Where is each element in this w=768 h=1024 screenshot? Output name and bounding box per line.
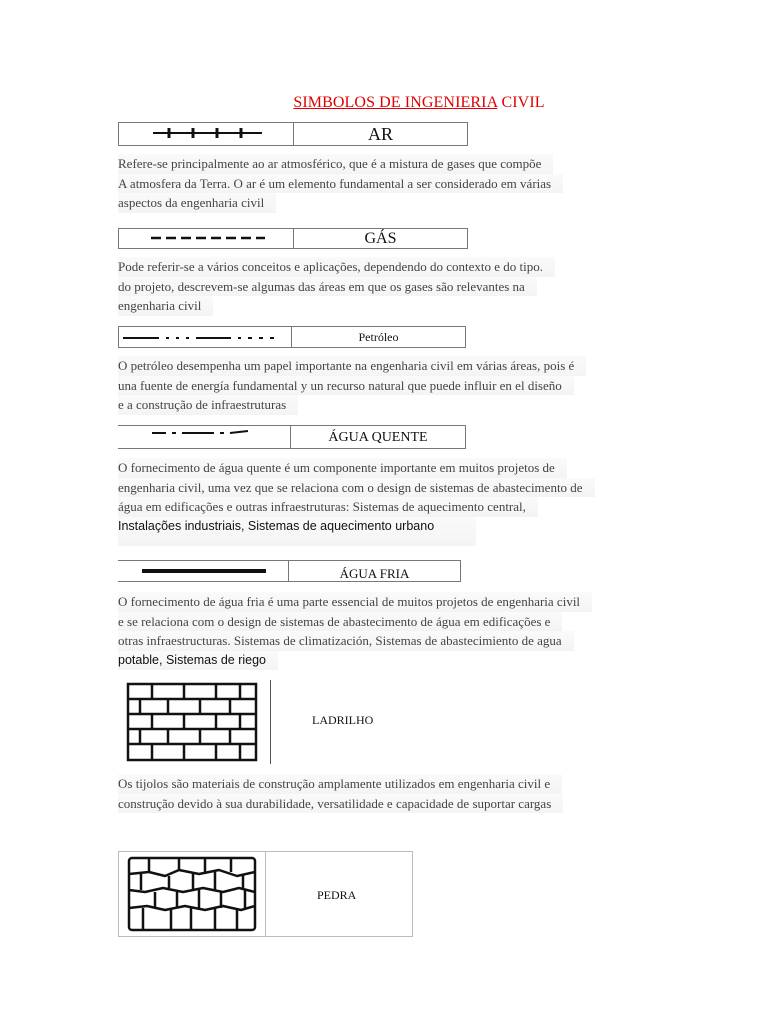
text-line: O fornecimento de água fria é uma parte essencial de muitos projetos de engenharia civil [118,592,592,612]
paragraph-gas [118,257,555,316]
dashed-line-icon [119,229,293,249]
symbol-divider [265,852,266,936]
text-line: do projeto, descrevem-se algumas das áreas em que os gases são relevantes na [118,277,537,297]
paragraph-ar [118,154,563,213]
symbol-box-pedra [118,851,413,937]
paragraph-petroleo [118,356,586,415]
text-line: potable, Sistemas de riego [118,651,278,671]
text-line: O fornecimento de água quente é um componente importante em muitos projetos de [118,458,567,478]
text-line: aspectos da engenharia civil [118,193,276,213]
line-with-ticks-icon [119,123,293,145]
symbol-label-gas: GÁS [364,229,397,247]
paragraph-ladrilho [118,774,563,813]
long-dash-short-dash-line-icon [118,426,290,448]
text-line: e se relaciona com o design de sistemas de abastecimento de água em edificações e [118,612,562,632]
symbol-box-gas [118,228,468,249]
text-line: Os tijolos são materiais de construção amplamente utilizados em engenharia civil e [118,774,562,794]
text-line: O petróleo desempenha um papel importante na engenharia civil em várias áreas, pois é [118,356,586,376]
symbol-cell-agua-quente [118,426,291,448]
symbol-box-agua-quente [118,425,466,449]
text-line: Refere-se principalmente ao ar atmosférico, que é a mistura de gases que compõe [118,154,553,174]
symbol-cell-petroleo [119,327,292,347]
symbol-divider [270,680,271,764]
title-main: SIMBOLOS DE INGENIERIA [293,94,498,111]
paragraph-agua-quente [118,458,595,546]
text-line: engenharia civil, uma vez que se relaciona com o design de sistemas de abastecimento de [118,478,595,498]
symbol-label-agua-quente: ÁGUA QUENTE [328,430,428,445]
symbol-box-agua-fria [118,560,461,582]
stone-pattern-icon [119,852,265,936]
title-suffix: CIVIL [497,94,545,111]
page-title [0,94,768,112]
symbol-label-ladrilho: LADRILHO [312,713,374,727]
text-line: água em edificações e outras infraestruturas: Sistemas de aquecimento central, [118,497,538,517]
text-line: e a construção de infraestruturas [118,395,298,415]
text-line: A atmosfera da Terra. O ar é um elemento fundamental a ser considerado em várias [118,174,563,194]
symbol-label-petroleo: Petróleo [358,329,399,344]
paragraph-agua-fria [118,592,592,670]
symbol-box-petroleo [118,326,466,348]
text-line: otras infraestructuras. Sistemas de climatización, Sistemas de abastecimiento de agua [118,631,574,651]
symbol-box-ar [118,122,468,146]
text-line: engenharia civil [118,296,213,316]
brick-pattern-icon [118,680,272,764]
symbol-cell-agua-fria [118,561,289,581]
symbol-cell-ar [119,123,294,145]
thick-solid-line-icon [118,561,288,581]
symbol-label-agua-fria: ÁGUA FRIA [339,566,410,581]
text-line: Pode referir-se a vários conceitos e aplicações, dependendo do contexto e do tipo. [118,257,555,277]
text-line: construção devido à sua durabilidade, versatilidade e capacidade de suportar cargas [118,794,563,814]
dash-dot-line-icon [119,327,291,347]
text-line: una fuente de energía fundamental y un recurso natural que puede influir en el diseño [118,376,574,396]
symbol-label-ar: AR [367,123,393,144]
symbol-label-pedra: PEDRA [317,888,357,902]
text-line: Instalações industriais, Sistemas de aquecimento urbano [118,517,476,547]
symbol-cell-gas [119,229,294,248]
symbol-box-ladrilho [118,680,388,764]
